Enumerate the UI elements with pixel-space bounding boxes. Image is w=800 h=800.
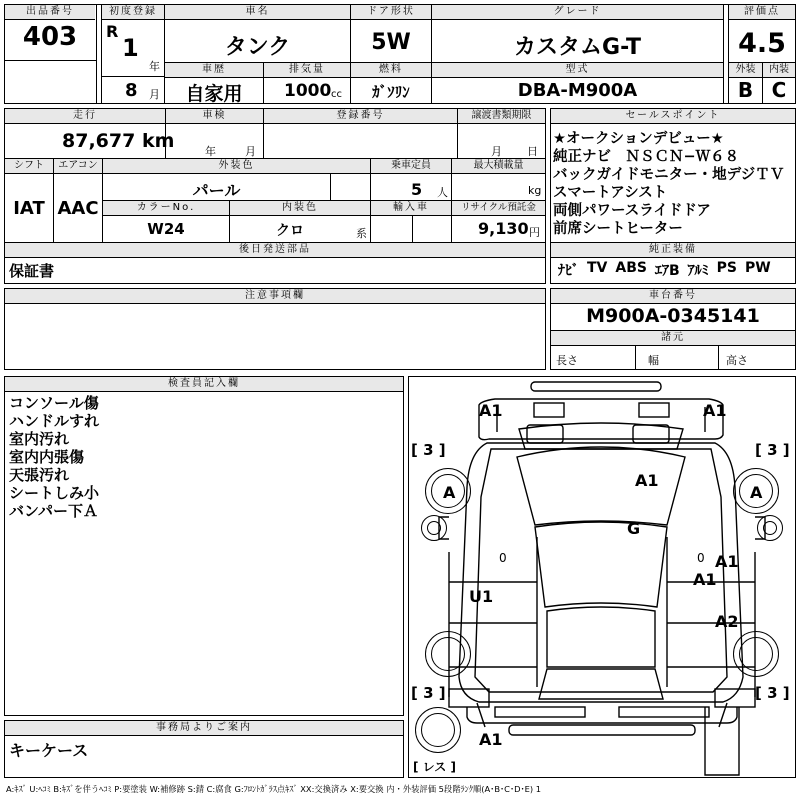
car-name-label: 車名	[165, 5, 350, 20]
mileage-unit: km	[142, 130, 175, 152]
inspector-note: ハンドルすれ	[9, 412, 100, 430]
tire-rear-left-tread: [ 3 ]	[411, 684, 446, 702]
mark-a1-front-right: A1	[703, 401, 727, 420]
mark-g-windshield: G	[627, 519, 641, 538]
inspector-note: シートしみ小	[9, 484, 100, 502]
grade-label: グレード	[432, 5, 723, 20]
model-value: DBA-M900A	[517, 80, 638, 101]
exterior-grade-label: 外装	[729, 63, 762, 78]
first-reg-label: 初度登録	[102, 5, 164, 20]
shift-label: シフト	[5, 159, 53, 174]
ac-value: AAC	[57, 198, 99, 219]
tire-front-right-tread: [ 3 ]	[755, 441, 790, 459]
mark-a1-right-door-mid: A1	[693, 570, 717, 589]
side-wheel-right-icon	[757, 515, 783, 541]
interior-grade: C	[771, 78, 787, 102]
sales-points-list	[553, 130, 795, 238]
tire-rear-right-tread: [ 3 ]	[755, 684, 790, 702]
sales-points-label: セールスポイント	[551, 109, 795, 124]
color-no-value: W24	[147, 220, 185, 238]
dimensions-label: 諸元	[551, 331, 795, 346]
int-color-label: 内装色	[230, 201, 370, 216]
inspector-notes	[9, 394, 399, 520]
shift-value: IAT	[13, 198, 45, 219]
car-diagram	[408, 376, 796, 778]
fuel-label: 燃料	[351, 63, 431, 78]
score-value: 4.5	[738, 28, 786, 59]
ac-label: エアコン	[54, 159, 102, 174]
tire-rear-right-icon	[733, 631, 779, 677]
mileage-value: 87,677	[62, 130, 136, 152]
capacity-value: 5	[411, 180, 423, 199]
sales-point: バックガイドモニター・地デジＴＶ	[553, 167, 785, 183]
car-outline	[409, 377, 795, 777]
mileage-label: 走行	[5, 109, 165, 124]
mark-a1-hood: A1	[635, 471, 659, 490]
length-label: 長さ	[556, 354, 578, 367]
equipment-item: TV	[587, 260, 608, 276]
genuine-equipment-list	[558, 260, 794, 280]
transfer-month-unit: 月	[491, 145, 502, 158]
office-label: 事務局よりご案内	[5, 721, 403, 736]
era-mark: R	[106, 22, 119, 41]
door-value: 5W	[371, 30, 411, 55]
month-unit: 月	[149, 88, 160, 101]
mark-a-left: A	[443, 483, 456, 502]
side-wheel-left-icon	[421, 515, 447, 541]
sales-point: 両側パワースライドドア	[553, 203, 711, 219]
car-name: タンク	[224, 35, 291, 60]
inspector-note: 天張汚れ	[9, 466, 70, 484]
equipment-item: PW	[745, 260, 771, 276]
recycle-value: 9,130	[478, 219, 529, 238]
interior-grade-label: 内装	[763, 63, 795, 78]
displacement-label: 排気量	[264, 63, 350, 78]
transfer-day-unit: 日	[527, 145, 538, 158]
office-note: キーケース	[9, 741, 89, 760]
width-label: 幅	[648, 354, 659, 367]
mark-a-right: A	[750, 483, 763, 502]
later-parts-value: 保証書	[9, 262, 55, 280]
inspection-month-unit: 月	[245, 145, 256, 158]
chassis-label: 車台番号	[551, 289, 795, 304]
mark-a1-front-left: A1	[479, 401, 503, 420]
color-no-label: カラーNo.	[103, 201, 229, 216]
mark-a1-spare: A1	[479, 730, 503, 749]
model-label: 型式	[432, 63, 723, 78]
int-color-unit: 系	[356, 227, 367, 240]
sales-point: 前席シートヒーター	[553, 221, 683, 237]
displacement-unit: cc	[331, 89, 342, 100]
max-load-label: 最大積載量	[452, 159, 545, 174]
reg-month: 8	[125, 80, 138, 101]
inspector-note: コンソール傷	[9, 394, 99, 412]
sales-point: ★オークションデビュー★	[553, 131, 724, 147]
ext-color-label: 外装色	[103, 159, 370, 174]
displacement-value: 1000	[284, 81, 332, 101]
capacity-unit: 人	[437, 186, 448, 199]
genuine-equipment-label: 純正装備	[551, 243, 795, 258]
reg-year: 1	[122, 34, 139, 62]
legend-text: A:ｷｽﾞ U:ﾍｺﾐ B:ｷｽﾞを伴うﾍｺﾐ P:要塗装 W:補修跡 S:錆 C:腐食 G:ﾌﾛﾝﾄｶﾞﾗｽ点ｷｽﾞ XX:交換済み X:要交換 内・外装評価 5段階ﾗﾝｸ順(A･B･C･D･E) 1	[6, 784, 542, 794]
inspection-label: 車検	[166, 109, 263, 124]
sales-point: スマートアシスト	[553, 185, 668, 201]
tire-rear-left-icon	[425, 631, 471, 677]
grade-value: カスタムG-T	[514, 35, 641, 60]
notes-label: 注意事項欄	[5, 289, 545, 304]
door-num-right: 0	[697, 551, 705, 565]
inspector-note: バンパー下Ａ	[9, 502, 98, 520]
height-label: 高さ	[726, 354, 748, 367]
spare-tire-icon	[415, 707, 461, 753]
inspection-year-unit: 年	[205, 145, 216, 158]
inspector-label: 検査員記入欄	[5, 377, 403, 392]
fuel-value: ｶﾞｿﾘﾝ	[372, 83, 410, 101]
int-color-value: クロ	[276, 223, 304, 239]
ext-color-value: パール	[192, 181, 241, 200]
equipment-item: ABS	[615, 260, 647, 276]
equipment-item: PS	[716, 260, 737, 276]
import-label: 輸入車	[371, 201, 451, 216]
later-parts-label: 後日発送部品	[5, 243, 545, 258]
year-unit: 年	[149, 60, 160, 73]
equipment-item: ｱﾙﾐ	[687, 263, 709, 279]
inspector-note: 室内内張傷	[9, 448, 85, 466]
tire-front-left-tread: [ 3 ]	[411, 441, 446, 459]
score-label: 評価点	[729, 5, 795, 20]
history-label: 車歴	[165, 63, 263, 78]
door-label: ドア形状	[351, 5, 431, 20]
recycle-unit: 円	[529, 226, 540, 239]
mark-a1-right-door-front: A1	[715, 552, 739, 571]
lot-no-label: 出品番号	[5, 5, 95, 20]
sales-point: 純正ナビ ＮＳＣＮ−Ｗ６８	[553, 149, 740, 165]
history-value: 自家用	[185, 83, 243, 105]
equipment-item: ｴｱB	[654, 263, 680, 279]
recycle-label: リサイクル預託金	[452, 201, 545, 216]
lot-number: 403	[22, 22, 78, 52]
spare-tire-status: [ レス ]	[413, 760, 456, 774]
exterior-grade: B	[737, 78, 754, 102]
reg-no-label: 登録番号	[264, 109, 457, 124]
mark-a2-right-rear: A2	[715, 612, 739, 631]
transfer-label: 譲渡書類期限	[458, 109, 545, 124]
max-load-unit: kg	[528, 184, 542, 197]
mark-u1-left-door: U1	[469, 587, 494, 606]
equipment-item: ﾅﾋﾞ	[558, 263, 579, 279]
door-num-left: 0	[499, 551, 507, 565]
capacity-label: 乗車定員	[371, 159, 451, 174]
chassis-number: M900A-0345141	[586, 305, 760, 327]
inspector-note: 室内汚れ	[9, 430, 70, 448]
